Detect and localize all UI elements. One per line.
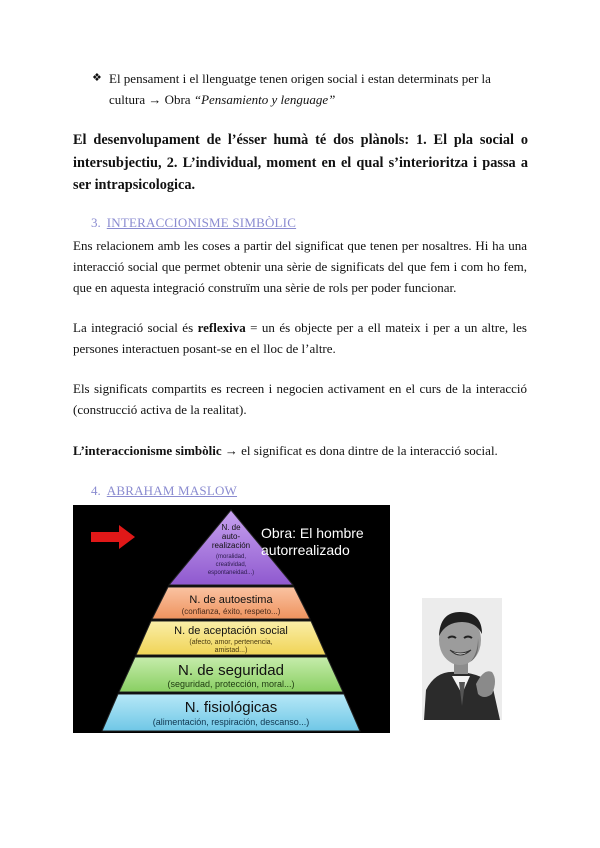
paragraph-1: Ens relacionem amb les coses a partir del significat que tenen per nosaltres. Hi ha una interacció social que permet obtenir una sèrie de significats del que fem i com ho fem, que en aquesta integració construïm una sèrie de rols per poder funcionar. xyxy=(73,238,527,295)
level-1-sub: (moralidad, xyxy=(215,554,247,560)
bullet-point xyxy=(92,68,528,110)
level-1-title: N. de xyxy=(221,523,241,532)
paragraph-2: La integració social és reflexiva = un és objecte per a ell mateix i per a un altre, les persones interactuen posant-se en el lloc de l’altre. xyxy=(73,320,527,356)
level-5-title: N. fisiológicas xyxy=(184,699,278,716)
section-heading-4: 4. ABRAHAM MASLOW xyxy=(91,483,238,498)
paragraph-3: Els significats compartits es recreen i negocien activament en el curs de la interacció (construcció activa de la realitat). xyxy=(73,381,527,417)
level-3-title: N. de aceptación social xyxy=(174,625,288,637)
maslow-pyramid-figure xyxy=(73,505,390,733)
section-title-link[interactable]: INTERACCIONISME SIMBÒLIC xyxy=(106,215,297,230)
level-1-sub-3: espontaneidad...) xyxy=(207,570,255,576)
level-4-title: N. de seguridad xyxy=(178,662,284,679)
level-1-title-2: auto- xyxy=(221,532,241,541)
maslow-portrait-photo xyxy=(422,598,502,720)
level-3-sub-2: amistad...) xyxy=(214,647,248,654)
book-title: “Pensamiento y lenguage” xyxy=(193,92,336,107)
portrait-svg xyxy=(422,598,502,720)
level-4-sub: (seguridad, protección, moral...) xyxy=(167,679,295,689)
red-arrow-icon xyxy=(91,525,135,549)
paragraph-4: L’interaccionisme simbòlic → el significat es dona dintre de la interacció social. xyxy=(73,443,498,458)
level-3-sub: (afecto, amor, pertenencia, xyxy=(189,639,273,646)
level-5-sub: (alimentación, respiración, descanso...) xyxy=(152,717,310,727)
obra-title-line-1: Obra: El hombre xyxy=(261,525,364,541)
level-2-sub: (confianza, éxito, respeto...) xyxy=(181,607,281,616)
level-2-title: N. de autoestima xyxy=(189,594,273,606)
bold-paragraph: El desenvolupament de l’ésser humà té dos plànols: 1. El pla social o intersubjectiu, 2. L’individual, moment en el qual s’interioritza i passa a ser intrapsicologica. xyxy=(73,132,528,193)
pyramid-svg xyxy=(73,505,390,733)
level-1-sub-2: creatividad, xyxy=(215,562,247,568)
section-heading-3: 3. INTERACCIONISME SIMBÒLIC xyxy=(91,215,297,230)
obra-title-line-2: autorrealizado xyxy=(261,542,350,558)
level-1-title-3: realización xyxy=(211,541,251,550)
bullet-text: El pensament i el llenguatge tenen origen social i estan determinats per la cultura → Obra “Pensamiento y lenguage” xyxy=(109,71,491,107)
diamond-bullet-icon: ❖ xyxy=(92,72,102,84)
section-title-link[interactable]: ABRAHAM MASLOW xyxy=(106,483,238,498)
